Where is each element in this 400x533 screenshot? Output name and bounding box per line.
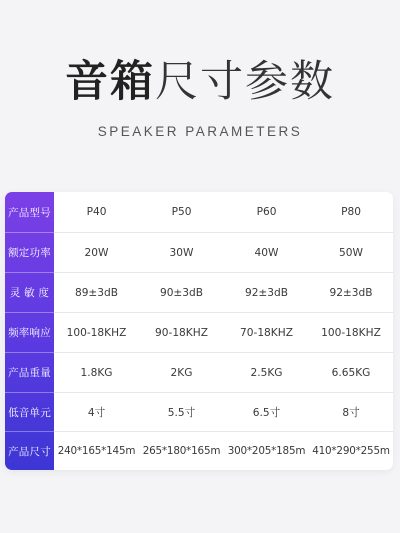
table-cell: P40 — [86, 206, 107, 218]
table-cell: 6.65KG — [331, 366, 371, 379]
table-row — [5, 432, 393, 470]
table-cell: 100-18KHZ — [321, 326, 381, 339]
table-cell: 5.5寸 — [167, 406, 196, 419]
page-title — [0, 48, 400, 109]
row-label: 产品尺寸 — [8, 445, 51, 458]
table-cell: 265*180*165m — [142, 445, 221, 457]
title-bold: 音箱 — [65, 57, 155, 107]
table-cell: 92±3dB — [329, 286, 373, 299]
table-cell: 92±3dB — [244, 286, 289, 299]
table-row — [5, 393, 393, 431]
table-cell: 1.8KG — [80, 366, 113, 379]
row-label: 产品重量 — [8, 367, 51, 379]
table-cell: 6.5寸 — [252, 406, 281, 419]
row-label: 低音单元 — [8, 406, 51, 419]
table-cell: 410*290*255m — [312, 445, 390, 457]
table-cell: 8寸 — [342, 406, 360, 419]
page-subtitle: SPEAKER PARAMETERS — [97, 124, 303, 139]
table-row — [5, 233, 393, 272]
table-cell: 50W — [339, 246, 363, 259]
table-cell: 30W — [169, 246, 194, 259]
row-label: 产品型号 — [8, 206, 51, 219]
table-cell: 90-18KHZ — [155, 326, 208, 339]
table-cell: 2.5KG — [250, 366, 283, 379]
table-cell: 20W — [84, 246, 109, 259]
table-cell: 40W — [254, 246, 279, 259]
table-cell: P60 — [256, 206, 277, 218]
table-row — [5, 353, 393, 392]
table-cell: 90±3dB — [159, 286, 204, 299]
table-cell: 300*205*185m — [227, 445, 306, 457]
table-row — [5, 313, 393, 352]
table-cell: P50 — [171, 206, 192, 218]
title-light: 尺寸参数 — [155, 57, 335, 107]
row-label: 灵 敏 度 — [9, 287, 50, 299]
table-cell: 89±3dB — [74, 286, 119, 299]
table-row — [5, 273, 393, 312]
table-row — [5, 192, 393, 232]
table-cell: 70-18KHZ — [240, 326, 293, 339]
table-cell: 100-18KHZ — [66, 326, 127, 339]
table-cell: 2KG — [170, 366, 193, 379]
row-label: 频率响应 — [8, 327, 51, 339]
table-cell: 4寸 — [87, 406, 106, 419]
spec-table — [5, 192, 393, 470]
table-cell: 240*165*145m — [57, 445, 136, 457]
table-cell: P80 — [341, 206, 361, 218]
row-label: 额定功率 — [8, 247, 51, 259]
